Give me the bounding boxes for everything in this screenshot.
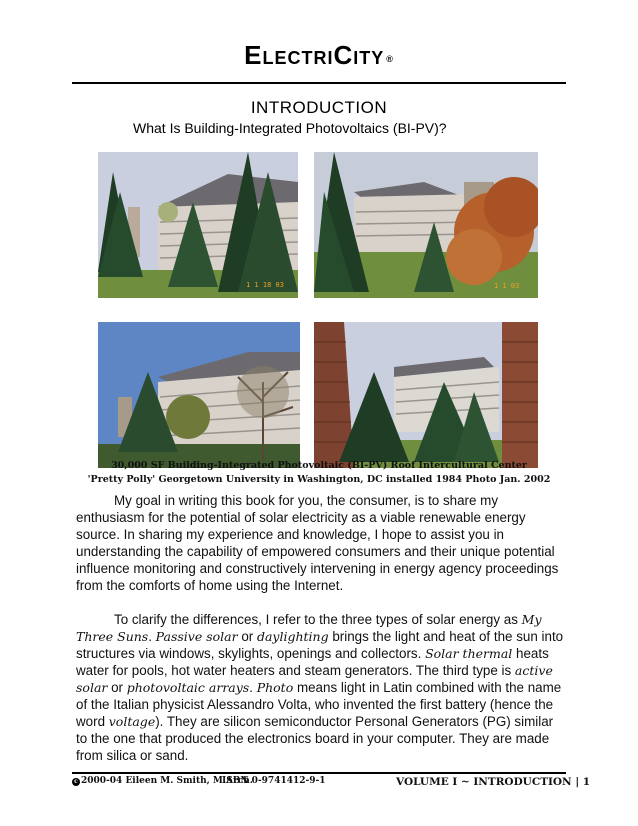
brand-title bbox=[0, 40, 638, 71]
term-my-three-suns: My Three Suns bbox=[76, 612, 542, 644]
registered-mark: ® bbox=[386, 54, 394, 64]
term-photo: Photo bbox=[256, 680, 294, 695]
body-paragraph-1 bbox=[76, 492, 566, 594]
paragraph-2-text: ). They are silicon semiconductor Personal Generators (PG) similar to the one that produced the electronics board in your computer. They are made from silica or sand. bbox=[76, 714, 554, 763]
copyright-icon: c bbox=[72, 778, 80, 786]
paragraph-2-text: . bbox=[148, 629, 156, 644]
paragraph-2-text: or bbox=[237, 629, 257, 644]
paragraph-2-text: . bbox=[249, 680, 257, 695]
paragraph-1-text: My goal in writing this book for you, the consumer, is to share my enthusiasm for the potential of solar electricity as a viable renewable energy source. In sharing my experience and knowledge, I hope to assist you in understanding the capability of empowered consumers and their unique potential influence monitoring and constructively intervening in energy agency proceedings from the comforts of home using the Internet. bbox=[76, 493, 559, 593]
footer-isbn: ISBN 0-9741412-9-1 bbox=[222, 776, 326, 786]
photo-date-stamp: 1 1 18 03 bbox=[246, 281, 284, 289]
footer-rule bbox=[72, 772, 566, 774]
photo-top-right bbox=[314, 152, 538, 298]
term-active-solar: active solar bbox=[76, 663, 553, 695]
photo-caption-line-2: 'Pretty Polly' Georgetown University in Washington, DC installed 1984 Photo Jan. 2002 bbox=[87, 474, 551, 485]
paragraph-2-text: or bbox=[107, 680, 127, 695]
paragraph-2-text: means light in Latin combined with the name of the Italian physicist Alessandro Volta, who invented the first battery (hence the word bbox=[76, 680, 562, 729]
term-passive-solar: Passive solar bbox=[155, 629, 238, 644]
term-photovoltaic-arrays: photovoltaic arrays bbox=[126, 680, 250, 695]
copyright-text: 2000-04 Eileen M. Smith, M.Arch. bbox=[81, 776, 253, 786]
paragraph-2-text: brings the light and heat of the sun into structures via windows, skylights, openings and collectors. bbox=[76, 629, 564, 661]
term-voltage: voltage bbox=[108, 714, 156, 729]
footer-volume: VOLUME I ~ INTRODUCTION | 1 bbox=[396, 776, 591, 788]
term-daylighting: daylighting bbox=[256, 629, 329, 644]
page-title: INTRODUCTION bbox=[250, 98, 388, 117]
photo-caption-line-1: 30,000 SF Building-Integrated Photovoltaic (BI-PV) Roof Intercultural Center bbox=[111, 460, 527, 471]
paragraph-2-text: heats water for pools, hot water heaters and steam generators. The third type is bbox=[76, 646, 549, 678]
paragraph-2-text: To clarify the differences, I refer to the three types of solar energy as bbox=[114, 612, 522, 627]
page-subtitle: What Is Building-Integrated Photovoltaics (BI-PV)? bbox=[133, 120, 447, 136]
header-rule bbox=[72, 82, 566, 84]
photo-bottom-right bbox=[314, 322, 538, 468]
photo-top-left bbox=[98, 152, 298, 298]
brand-name: ElectriCity bbox=[244, 40, 385, 70]
term-solar-thermal: Solar thermal bbox=[425, 646, 513, 661]
photo-bottom-left bbox=[98, 322, 300, 468]
photo-date-stamp: 1 1 03 bbox=[494, 282, 520, 290]
body-paragraph-2 bbox=[76, 611, 566, 764]
